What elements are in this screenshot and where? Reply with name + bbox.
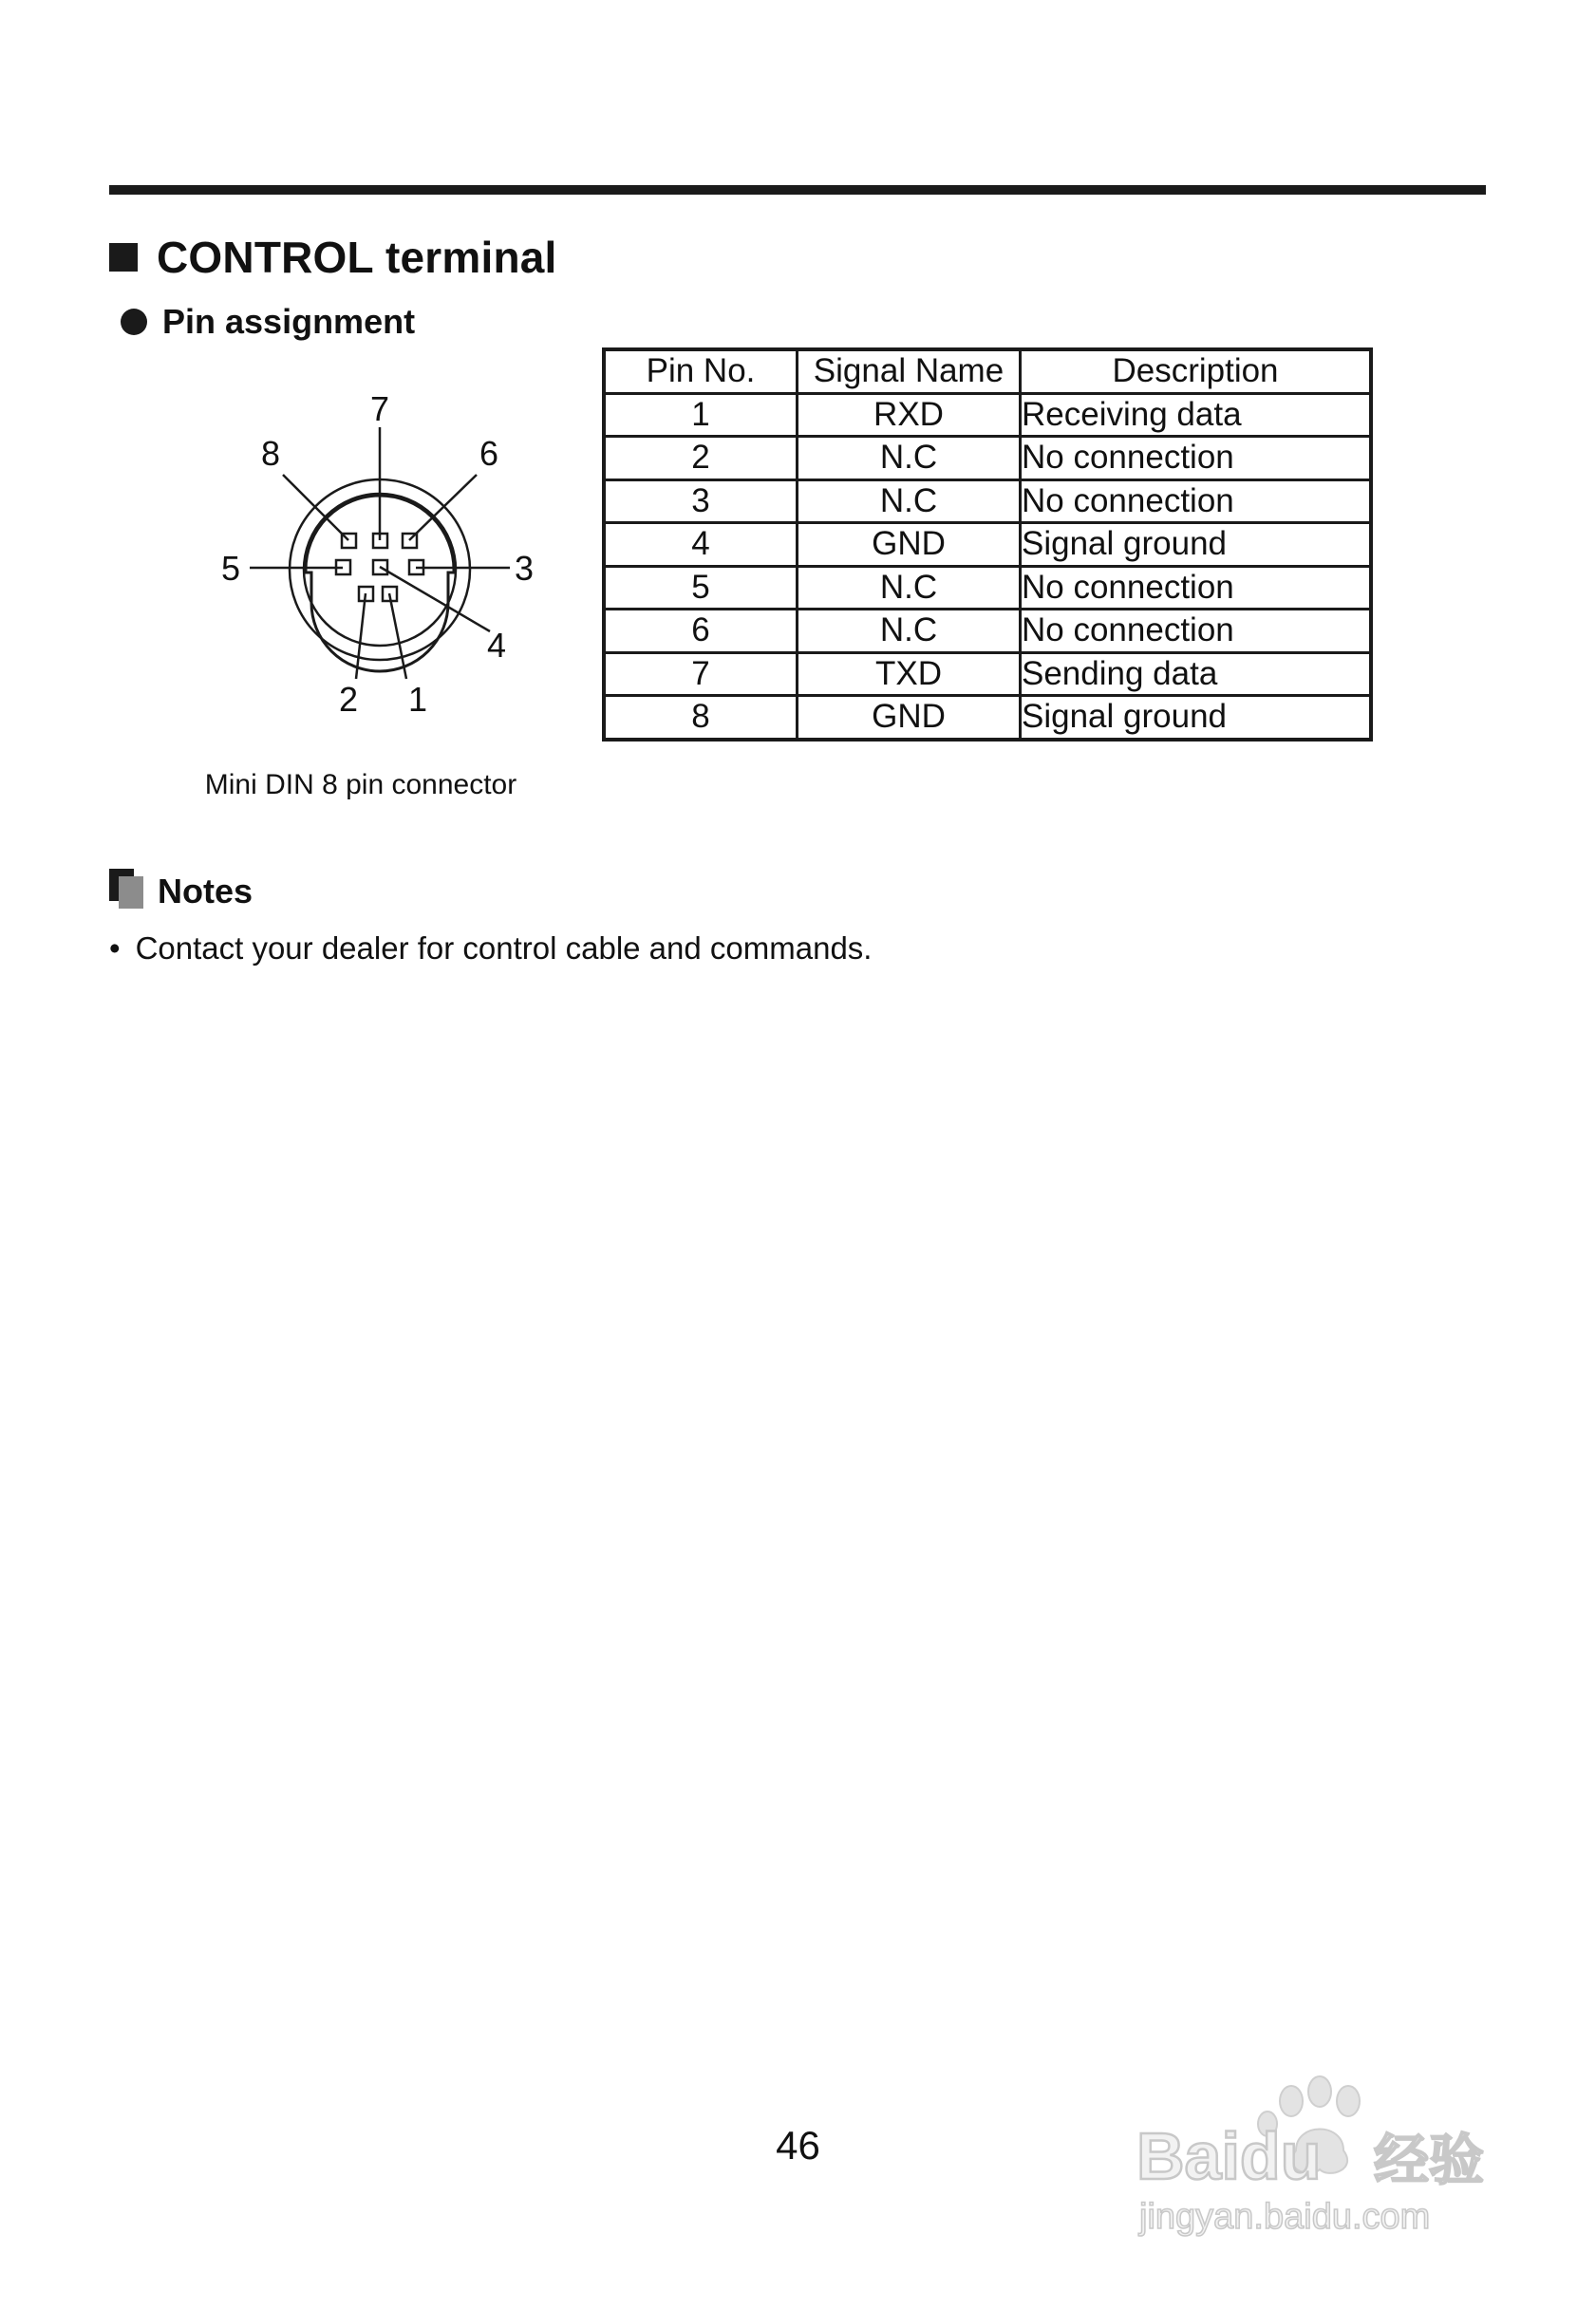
table-row (604, 566, 1371, 610)
notes-title: Notes (158, 872, 253, 910)
page-number: 46 (776, 2123, 820, 2168)
cell-pin: 2 (604, 437, 798, 480)
baidu-watermark (1125, 2065, 1524, 2245)
sub-heading (121, 302, 415, 342)
notes-list (109, 930, 872, 967)
notes-icon (109, 869, 143, 909)
header-pin-no: Pin No. (604, 349, 798, 393)
cell-signal: N.C (798, 566, 1021, 610)
pin-label-2: 2 (338, 680, 359, 719)
section-heading (109, 232, 557, 283)
pin-label-8: 8 (260, 434, 281, 473)
table-row (604, 523, 1371, 567)
cell-pin: 1 (604, 393, 798, 437)
watermark-brand: Baidu (1136, 2119, 1322, 2193)
table-row (604, 652, 1371, 696)
dot-bullet-icon (121, 309, 147, 335)
table-row (604, 696, 1371, 740)
cell-pin: 3 (604, 479, 798, 523)
header-signal-name: Signal Name (798, 349, 1021, 393)
watermark-brand-cn: 经验 (1374, 2128, 1485, 2192)
bullet-icon: • (109, 930, 121, 966)
sub-title: Pin assignment (162, 302, 416, 341)
pin-label-7: 7 (369, 389, 390, 428)
table-row (604, 393, 1371, 437)
cell-pin: 5 (604, 566, 798, 610)
pin-assignment-table (602, 347, 1373, 742)
cell-description: No connection (1021, 566, 1372, 610)
cell-signal: N.C (798, 479, 1021, 523)
cell-signal: N.C (798, 437, 1021, 480)
top-rule (109, 185, 1486, 195)
note-text: Contact your dealer for control cable and commands. (135, 930, 873, 966)
section-title: CONTROL terminal (157, 233, 557, 282)
square-bullet-icon (109, 243, 138, 272)
pin-label-6: 6 (479, 434, 499, 473)
pin-label-3: 3 (514, 549, 535, 588)
pin-label-4: 4 (486, 626, 507, 665)
pin-label-5: 5 (220, 549, 241, 588)
mini-din-connector-diagram (199, 385, 551, 736)
cell-description: No connection (1021, 479, 1372, 523)
cell-description: Signal ground (1021, 523, 1372, 567)
connector-caption: Mini DIN 8 pin connector (204, 769, 517, 800)
cell-signal: RXD (798, 393, 1021, 437)
watermark-url: jingyan.baidu.com (1139, 2197, 1431, 2237)
cell-signal: N.C (798, 610, 1021, 653)
table-row (604, 610, 1371, 653)
list-item (109, 930, 872, 967)
notes-heading (109, 869, 253, 909)
cell-description: Receiving data (1021, 393, 1372, 437)
cell-signal: GND (798, 696, 1021, 740)
header-description: Description (1021, 349, 1372, 393)
cell-description: No connection (1021, 437, 1372, 480)
table-row (604, 437, 1371, 480)
cell-description: No connection (1021, 610, 1372, 653)
table-header-row (604, 349, 1371, 393)
cell-signal: TXD (798, 652, 1021, 696)
cell-pin: 8 (604, 696, 798, 740)
table-row (604, 479, 1371, 523)
cell-pin: 6 (604, 610, 798, 653)
cell-pin: 7 (604, 652, 798, 696)
cell-description: Signal ground (1021, 696, 1372, 740)
cell-signal: GND (798, 523, 1021, 567)
pin-label-1: 1 (407, 680, 428, 719)
cell-description: Sending data (1021, 652, 1372, 696)
cell-pin: 4 (604, 523, 798, 567)
